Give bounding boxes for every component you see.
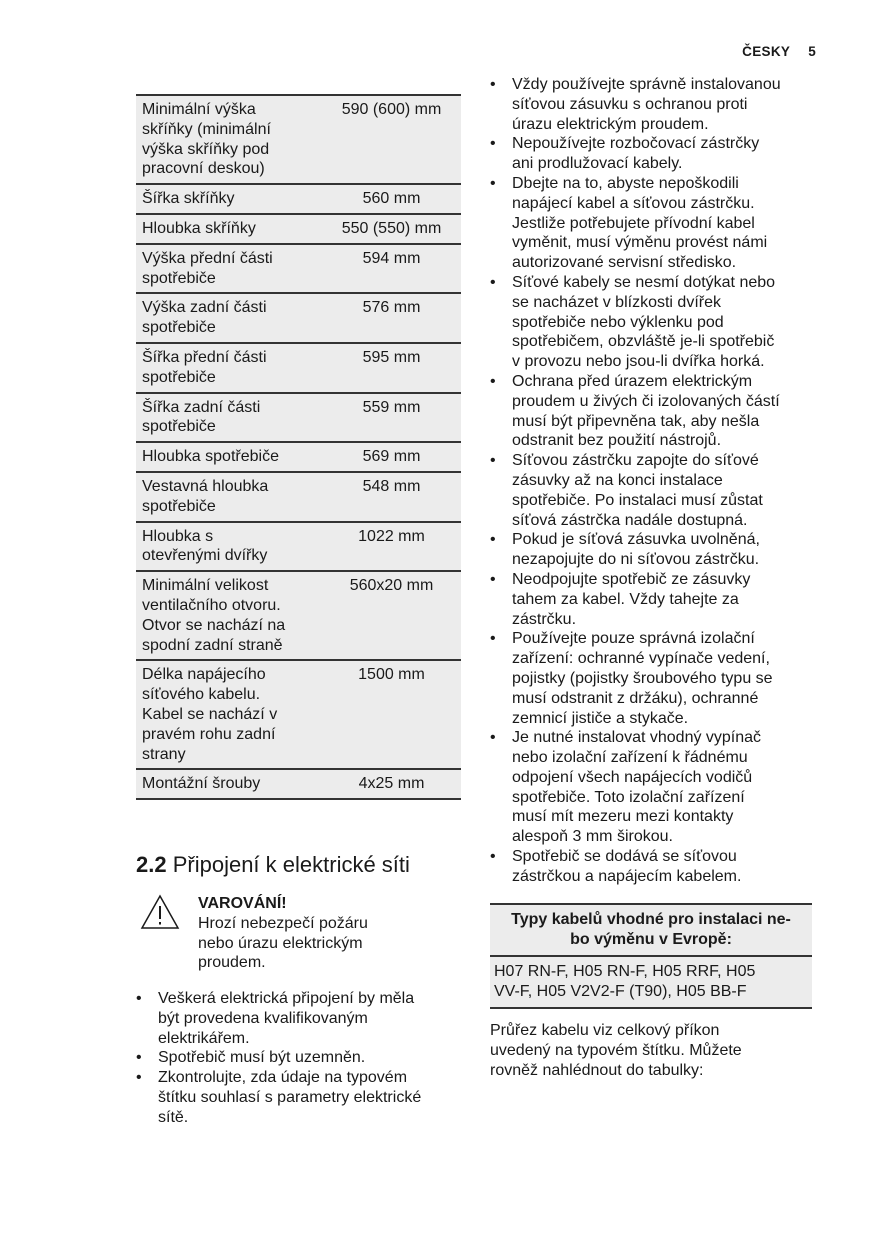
page-header (742, 44, 816, 59)
language-label: ČESKY (742, 44, 791, 59)
list-item: • Vždy používejte správně instalovanou síťovou zásuvku s ochranou proti úrazu elektrickým proudem. (490, 75, 820, 134)
row-label: Minimální velikost ventilačního otvoru. Otvor se nachází na spodní zadní straně (142, 577, 286, 654)
row-label: Vestavná hloubka spotřebiče (142, 477, 269, 515)
list-item: • Síťovou zástrčku zapojte do síťové zásuvky až na konci instalace spotřebiče. Po instalaci musí zůstat síťová zástrčka nadále dostupná. (490, 451, 820, 530)
table-row (136, 294, 461, 344)
left-bullet-list (136, 989, 466, 1128)
list-item: • Spotřebič musí být uzemněn. (136, 1048, 466, 1068)
row-value: 569 mm (362, 448, 421, 466)
row-label: Montážní šrouby (142, 775, 261, 793)
row-value: 576 mm (362, 299, 421, 317)
table-row (136, 394, 461, 444)
section-title: Připojení k elektrické síti (172, 852, 410, 877)
table-row (136, 473, 461, 523)
row-value: 590 (600) mm (341, 101, 442, 118)
cable-cross-section-paragraph: Průřez kabelu viz celkový příkon uvedený na typovém štítku. Můžete rovněž nahlédnout do tabulky: (490, 1022, 742, 1079)
section-heading (136, 852, 410, 878)
cable-types-value: H07 RN-F, H05 RN-F, H05 RRF, H05 VV-F, H05 V2V2-F (T90), H05 BB-F (490, 957, 812, 1009)
table-row (136, 443, 461, 473)
row-value: 550 (550) mm (341, 219, 442, 237)
row-label: Výška přední části spotřebiče (142, 249, 273, 287)
warning-title: VAROVÁNÍ! (198, 895, 287, 912)
list-item: • Je nutné instalovat vhodný vypínač nebo izolační zařízení k řádnému odpojení všech napájecích vodičů spotřebiče. Toto izolační zařízení musí mít mezeru mezi kontakty alespoň 3 mm širokou. (490, 728, 820, 847)
row-value: 1500 mm (358, 666, 425, 684)
warning-block (140, 894, 368, 972)
list-item: • Ochrana před úrazem elektrickým proudem u živých či izolovaných částí musí být připevněna tak, aby nešla odstranit bez použití nástrojů. (490, 372, 820, 451)
row-value: 559 mm (362, 398, 421, 416)
dimensions-table (136, 94, 461, 800)
warning-triangle-icon (140, 894, 180, 930)
table-row (136, 572, 461, 661)
row-value: 595 mm (362, 348, 421, 366)
row-label: Hloubka skříňky (142, 219, 256, 237)
list-item: • Zkontrolujte, zda údaje na typovém štítku souhlasí s parametry elektrické sítě. (136, 1068, 466, 1127)
right-bullet-list (490, 75, 820, 887)
list-item: • Neodpojujte spotřebič ze zásuvky tahem za kabel. Vždy tahejte za zástrčku. (490, 570, 820, 629)
list-item: • Spotřebič se dodává se síťovou zástrčkou a napájecím kabelem. (490, 847, 820, 887)
table-row (136, 185, 461, 215)
table-row (136, 523, 461, 573)
table-row (136, 770, 461, 800)
list-item: • Síťové kabely se nesmí dotýkat nebo se nacházet v blízkosti dvířek spotřebiče nebo výklenku pod spotřebičem, obzvláště je-li spotřebič v provozu nebo jsou-li dvířka horká. (490, 273, 820, 372)
list-item: • Používejte pouze správná izolační zařízení: ochranné vypínače vedení, pojistky (pojistky šroubového typu se musí odstranit z držáku), ochranné zemnicí jističe a stykače. (490, 629, 820, 728)
list-item: • Nepoužívejte rozbočovací zástrčky ani prodlužovací kabely. (490, 134, 820, 174)
row-label: Výška zadní části spotřebiče (142, 299, 267, 337)
row-label: Šířka skříňky (142, 190, 235, 208)
cable-types-box (490, 903, 812, 1009)
list-item: • Dbejte na to, abyste nepoškodili napájecí kabel a síťovou zástrčku. Jestliže potřebujete přívodní kabel vyměnit, musí výměnu provést námi autorizované servisní středisko. (490, 174, 820, 273)
cable-types-title: Typy kabelů vhodné pro instalaci ne- bo výměnu v Evropě: (490, 905, 812, 957)
table-row (136, 245, 461, 295)
table-row (136, 96, 461, 185)
row-label: Hloubka s otevřenými dvířky (142, 527, 268, 565)
row-label: Minimální výška skříňky (minimální výška skříňky pod pracovní deskou) (142, 101, 271, 178)
row-label: Šířka přední části spotřebiče (142, 348, 267, 386)
row-value: 560 mm (362, 190, 421, 208)
table-row (136, 661, 461, 770)
row-value: 594 mm (362, 249, 421, 267)
section-number: 2.2 (136, 852, 167, 877)
row-label: Délka napájecího síťového kabelu. Kabel se nachází v pravém rohu zadní strany (142, 666, 278, 763)
page-number: 5 (808, 44, 816, 59)
table-row (136, 344, 461, 394)
warning-text: Hrozí nebezpečí požáru nebo úrazu elektrickým proudem. (198, 914, 368, 972)
table-row (136, 215, 461, 245)
row-value: 1022 mm (358, 527, 425, 545)
list-item: • Pokud je síťová zásuvka uvolněná, nezapojujte do ni síťovou zástrčku. (490, 530, 820, 570)
row-value: 4x25 mm (358, 775, 425, 793)
row-label: Šířka zadní části spotřebiče (142, 398, 261, 436)
list-item: • Veškerá elektrická připojení by měla být provedena kvalifikovaným elektrikářem. (136, 989, 466, 1048)
row-value: 560x20 mm (349, 577, 434, 595)
row-label: Hloubka spotřebiče (142, 448, 279, 466)
row-value: 548 mm (362, 477, 421, 495)
